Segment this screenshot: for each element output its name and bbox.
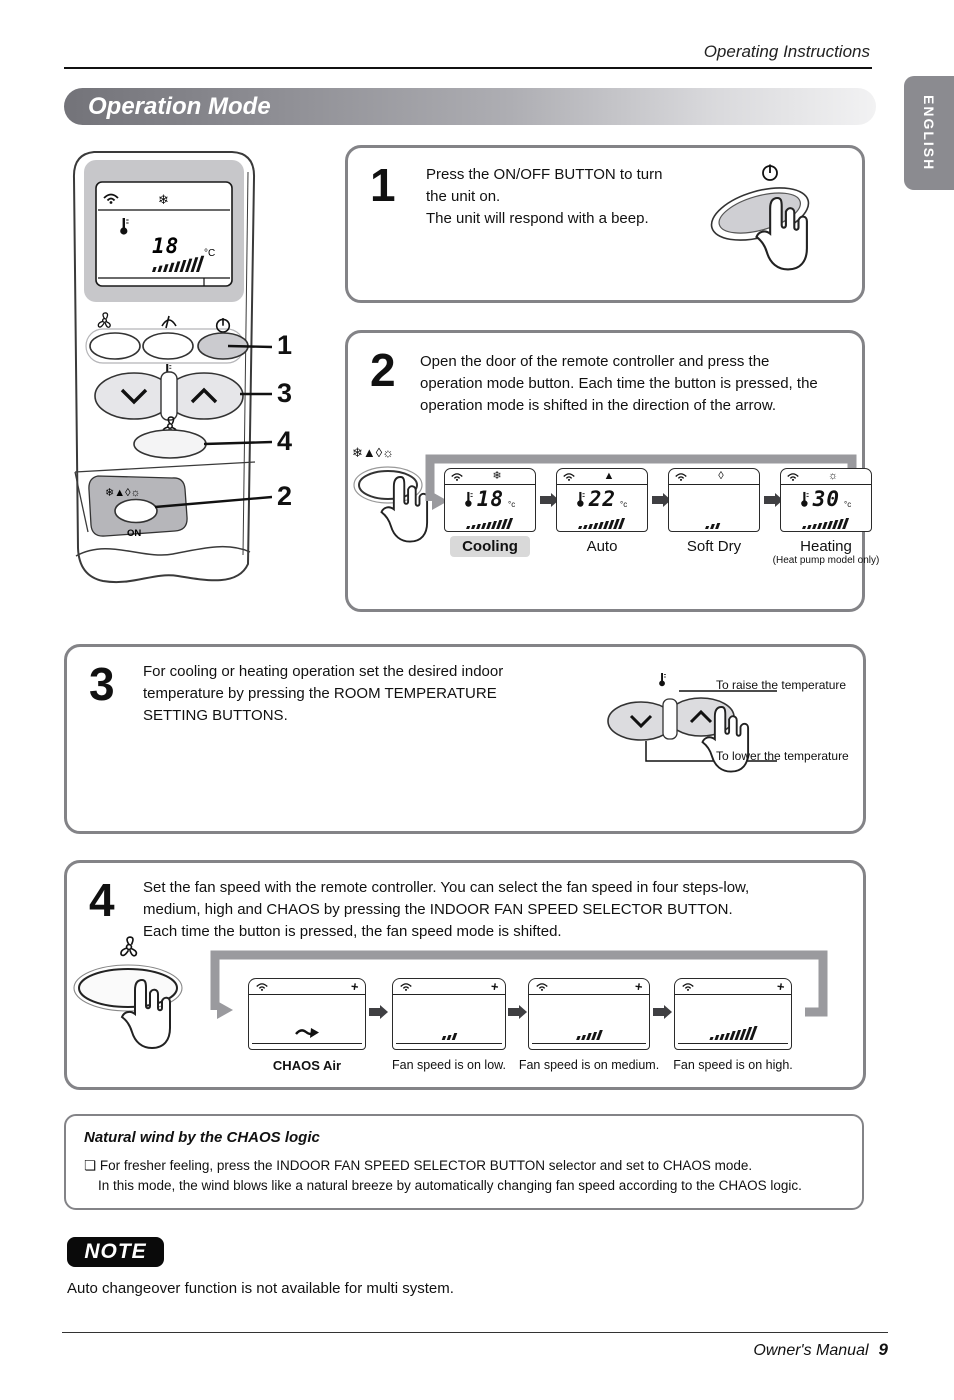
fan-bars: [802, 513, 851, 529]
lcd-temperature: 18: [152, 234, 180, 258]
step-2-text: Open the door of the remote controller and press the: [420, 353, 770, 370]
note-badge-label: NOTE: [84, 1240, 147, 1263]
next-fan-arrow: [369, 1008, 380, 1016]
fan-speed-button: [134, 430, 206, 458]
footer: [753, 1340, 888, 1360]
mode-label-cooling: Cooling: [444, 538, 536, 555]
step-3-box: 3 For cooling or heating operation set the desired indoor temperature by pressing the ROOM TEMPERATURE SETTING BUTTONS. To raise the temperature To lower the temperature: [64, 644, 866, 834]
raise-temp-label: To raise the temperature: [716, 678, 847, 692]
mode-display-auto: ▲ 22 °c: [556, 468, 648, 532]
next-fan-arrow: [653, 1008, 664, 1016]
language-tab: [904, 76, 954, 190]
heating-note: (Heat pump model only): [772, 555, 880, 566]
chaos-swirl-icon: [294, 1027, 320, 1040]
page-number: 9: [878, 1340, 888, 1359]
fan-label-medium: Fan speed is on medium.: [518, 1058, 660, 1072]
step-1-text: Press the ON/OFF BUTTON to turn: [426, 166, 663, 183]
footer-rule: [62, 1332, 888, 1333]
fan-label-low: Fan speed is on low.: [392, 1058, 506, 1072]
mode-display-heating: ☼ 30 °c: [780, 468, 872, 532]
sun-icon: ☼: [827, 470, 839, 482]
footer-label: Owner's Manual: [753, 1342, 869, 1359]
step-3-text: For cooling or heating operation set the desired indoor: [143, 663, 504, 680]
step-4-box: 4 Set the fan speed with the remote controller. You can select the fan speed in four steps-low, medium, high and CHAOS by pressing the INDOOR FAN SPEED SELECTOR BUTTON. Each time the button is pressed, the fan speed mode is shifted.: [64, 860, 866, 1090]
section-banner: [64, 88, 876, 125]
mode-label-soft-dry: Soft Dry: [686, 538, 742, 555]
mode-sequence-icons: ❄▲◊☼: [105, 487, 141, 499]
chaos-box-title: Natural wind by the CHAOS logic: [84, 1129, 320, 1146]
next-mode-arrow: [764, 496, 775, 504]
callout-3: 3: [277, 378, 293, 408]
chaos-logic-box: [64, 1114, 864, 1210]
airflow-button: [143, 333, 193, 359]
auto-triangle-icon: ▲: [603, 470, 615, 482]
next-mode-arrow: [652, 496, 663, 504]
callout-4: 4: [277, 426, 293, 456]
power-icon: [763, 165, 777, 181]
snowflake-icon: ❄: [492, 470, 502, 482]
callout-1: 1: [277, 330, 293, 360]
header-rule: [64, 67, 872, 69]
chaos-box-line2: In this mode, the wind blows like a natural breeze by automatically changing fan speed according to the CHAOS logic.: [98, 1178, 802, 1193]
step-4-text: Set the fan speed with the remote controller. You can select the fan speed in four steps-low,: [143, 879, 750, 896]
page-header: Operating Instructions: [703, 42, 870, 61]
step-1-number: 1: [370, 159, 396, 211]
mode-display-soft-dry: [668, 468, 760, 532]
operation-mode-button: [115, 500, 157, 523]
on-off-button-illustration: [698, 156, 848, 294]
lcd-degree-unit: °C: [204, 248, 216, 259]
fan-bars: [578, 513, 627, 529]
note-text: Auto changeover function is not available for multi system.: [67, 1280, 454, 1297]
fan-label-chaos: CHAOS Air: [272, 1058, 342, 1073]
fan-display-medium: +: [528, 978, 650, 1050]
fan-bars: [705, 513, 724, 529]
fan-plus-icon: +: [350, 978, 361, 995]
square-bullet-icon: ❏: [84, 1158, 97, 1173]
note-badge: [67, 1237, 164, 1267]
language-tab-label: ENGLISH: [921, 94, 937, 172]
step-4-number: 4: [89, 874, 115, 926]
fan-bars-low: [441, 1033, 457, 1040]
thermometer-icon: [659, 673, 666, 686]
mode-label-auto: Auto: [586, 538, 618, 555]
step-3-number: 3: [89, 658, 115, 710]
droplet-icon: ◊: [718, 470, 724, 482]
mode-label-heating: Heating (Heat pump model only): [762, 538, 890, 566]
fan-label-high: Fan speed is on high.: [673, 1058, 793, 1072]
on-label: ON: [127, 528, 142, 539]
fan-bars-medium: [576, 1030, 603, 1040]
page-title: Operation Mode: [88, 92, 271, 120]
step-2-box: 2 Open the door of the remote controller and press the operation mode button. Each time the button is pressed, the operation mode is shifted in the direction of the arrow.: [345, 330, 865, 612]
mode-sequence-icons: ❄▲◊☼: [352, 445, 395, 460]
fan-bars-high: [709, 1026, 757, 1040]
fan-speed-icon: [121, 937, 136, 956]
fan-direction-button: [90, 333, 140, 359]
fan-display-chaos: [248, 978, 366, 1050]
fan-display-low: +: [392, 978, 506, 1050]
chaos-box-line1: ❏ For fresher feeling, press the INDOOR FAN SPEED SELECTOR BUTTON selector and set to CHAOS mode.: [84, 1158, 753, 1173]
step-1-box: 1 Press the ON/OFF BUTTON to turn the unit on. The unit will respond with a beep.: [345, 145, 865, 303]
mode-display-cooling: ❄ 18 °c: [444, 468, 536, 532]
lower-temp-label: To lower the temperature: [716, 749, 849, 763]
remote-controller-illustration: [58, 140, 272, 600]
fan-bars: [466, 513, 515, 529]
next-mode-arrow: [540, 496, 551, 504]
snowflake-icon: ❄: [158, 192, 169, 207]
callout-2: 2: [277, 481, 293, 511]
step-2-number: 2: [370, 344, 396, 396]
fan-display-high: +: [674, 978, 792, 1050]
next-fan-arrow: [508, 1008, 519, 1016]
